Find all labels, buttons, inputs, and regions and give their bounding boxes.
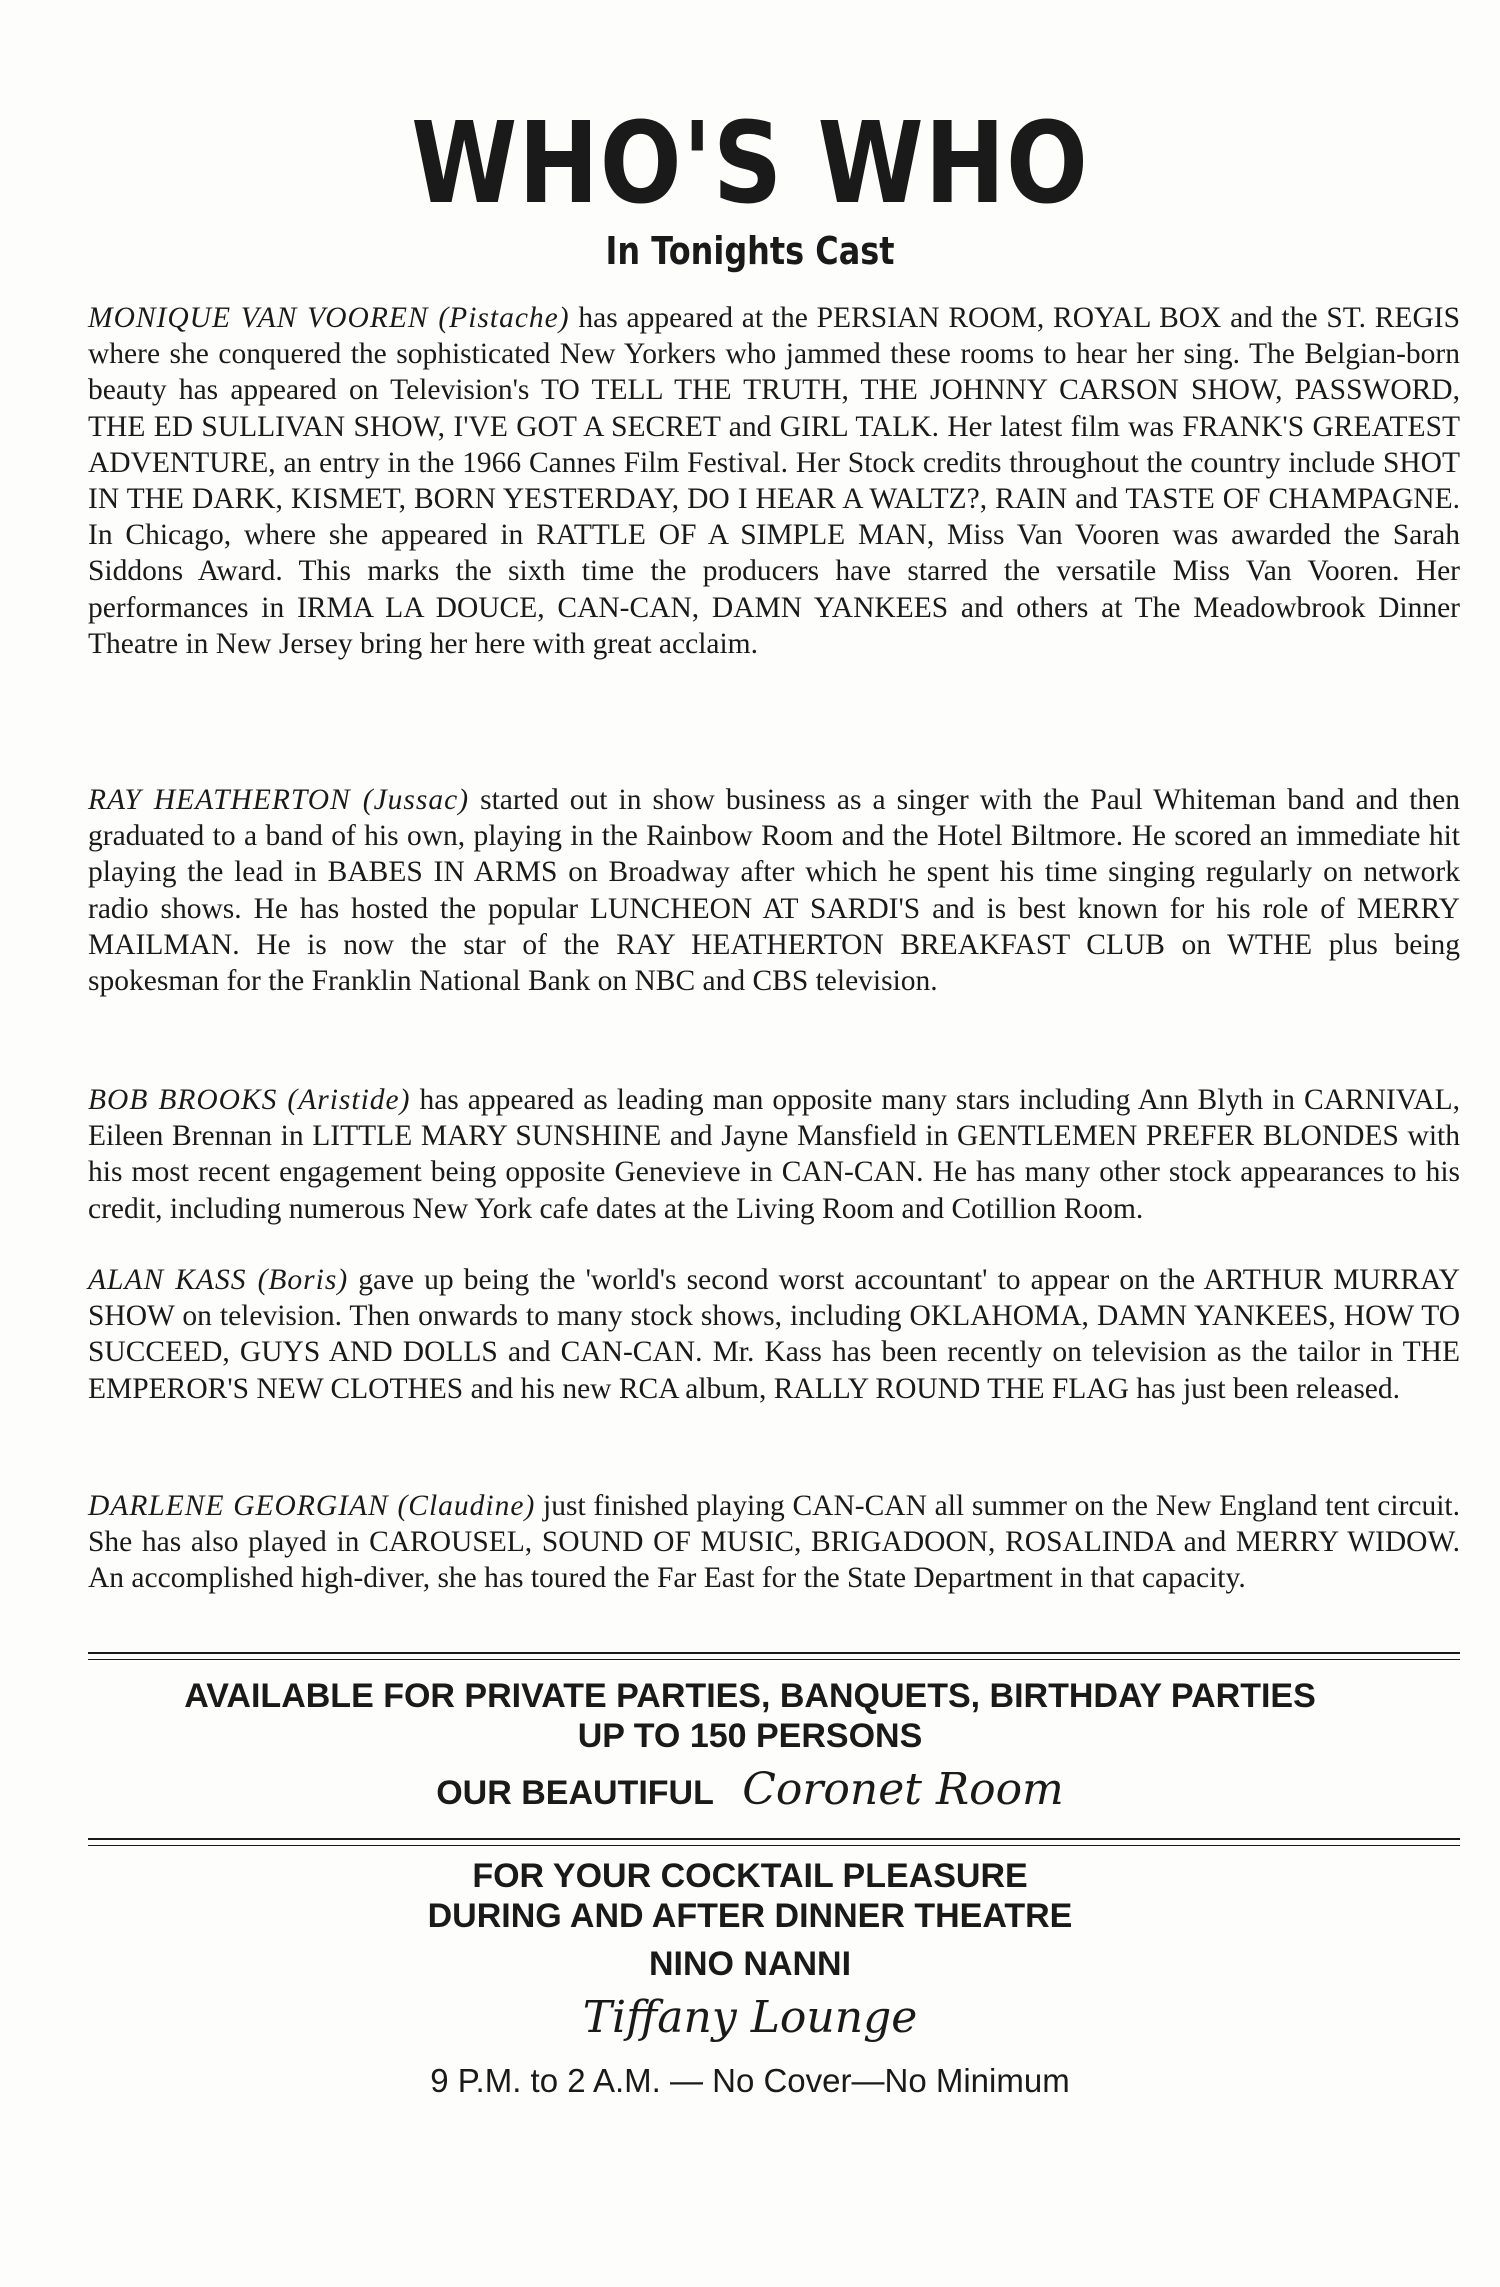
bio-name: DARLENE GEORGIAN (Claudine) [88,1490,536,1522]
bio-name: ALAN KASS (Boris) [88,1264,349,1296]
coronet-room-line [0,1764,1500,1815]
bio-text: just finished playing CAN-CAN all summer on the New England tent circuit. She has also played in CAROUSEL, SOUND OF MUSIC, BRIGADOON, ROSALINDA and MERRY WIDOW. An accomplished high-diver, she has toured the Far East for the State Department in that capacity. [88,1490,1461,1595]
dinner-theatre-line: DURING AND AFTER DINNER THEATRE [427,1897,1073,1935]
our-beautiful-text: OUR BEAUTIFUL [436,1774,714,1812]
bio-bob-brooks [88,1082,1460,1227]
divider-rule [88,1838,1460,1846]
bio-darlene-georgian [88,1488,1460,1597]
bio-alan-kass [88,1262,1460,1407]
page-title: WHO'S WHO [411,99,1089,229]
bio-text: has appeared at the PERSIAN ROOM, ROYAL BOX and the ST. REGIS where she conquered the sophisticated New Yorkers who jammed these rooms to hear her sing. The Belgian-born beauty has appeared on Television's TO TELL THE TRUTH, THE JOHNNY CARSON SHOW, PASSWORD, THE ED SULLIVAN SHOW, I'VE GOT A SECRET and GIRL TALK. Her latest film was FRANK'S GREATEST ADVENTURE, an entry in the 1966 Cannes Film Festival. Her Stock credits throughout the country include SHOT IN THE DARK, KISMET, BORN YESTERDAY, DO I HEAR A WALTZ?, RAIN and TASTE OF CHAMPAGNE. In Chicago, where she appeared in RATTLE OF A SIMPLE MAN, Miss Van Vooren was awarded the Sarah Siddons Award. This marks the sixth time the producers have starred the versatile Miss Van Vooren. Her performances in IRMA LA DOUCE, CAN-CAN, DAMN YANKEES and others at The Meadowbrook Dinner Theatre in New Jersey bring her here with great acclaim. [88,302,1460,660]
bio-ray-heatherton [88,782,1460,999]
bio-text: has appeared as leading man opposite many stars including Ann Blyth in CARNIVAL, Eileen Brennan in LITTLE MARY SUNSHINE and Jayne Mansfield in GENTLEMEN PREFER BLONDES with his most recent engagement being opposite Genevieve in CAN-CAN. He has many other stock appearances to his credit, including numerous New York cafe dates at the Living Room and Cotillion Room. [88,1084,1460,1225]
divider-rule [88,1652,1460,1660]
bio-name: BOB BROOKS (Aristide) [88,1084,411,1116]
bio-name: RAY HEATHERTON (Jussac) [88,784,470,816]
hours-line: 9 P.M. to 2 A.M. — No Cover—No Minimum [430,2062,1070,2099]
page-subtitle: In Tonights Cast [605,229,895,273]
bio-text: started out in show business as a singer with the Paul Whiteman band and then graduated to a band of his own, playing in the Rainbow Room and the Hotel Biltmore. He scored an immediate hit playing the lead in BABES IN ARMS on Broadway after which he spent his time singing regularly on network radio shows. He has hosted the popular LUNCHEON AT SARDI'S and is best known for his role of MERRY MAILMAN. He is now the star of the RAY HEATHERTON BREAKFAST CLUB on WTHE plus being spokesman for the Franklin National Bank on NBC and CBS television. [88,784,1461,998]
private-parties-line: AVAILABLE FOR PRIVATE PARTIES, BANQUETS, BIRTHDAY PARTIES [184,1677,1316,1715]
tiffany-lounge-line [0,1992,1500,2043]
bio-name: MONIQUE VAN VOOREN (Pistache) [88,302,570,334]
cocktail-line: FOR YOUR COCKTAIL PLEASURE [472,1857,1028,1895]
bio-monique-van-vooren [88,300,1460,662]
performer-name: NINO NANNI [648,1945,852,1983]
bio-text: gave up being the 'world's second worst accountant' to appear on the ARTHUR MURRAY SHOW on television. Then onwards to many stock shows, including OKLAHOMA, DAMN YANKEES, HOW TO SUCCEED, GUYS AND DOLLS and CAN-CAN. Mr. Kass has been recently on television as the tailor in THE EMPEROR'S NEW CLOTHES and his new RCA album, RALLY ROUND THE FLAG has just been released. [88,1264,1460,1405]
capacity-line: UP TO 150 PERSONS [577,1717,923,1755]
tiffany-lounge-name: Tiffany Lounge [582,1992,918,2043]
coronet-room-name: Coronet Room [742,1764,1064,1815]
